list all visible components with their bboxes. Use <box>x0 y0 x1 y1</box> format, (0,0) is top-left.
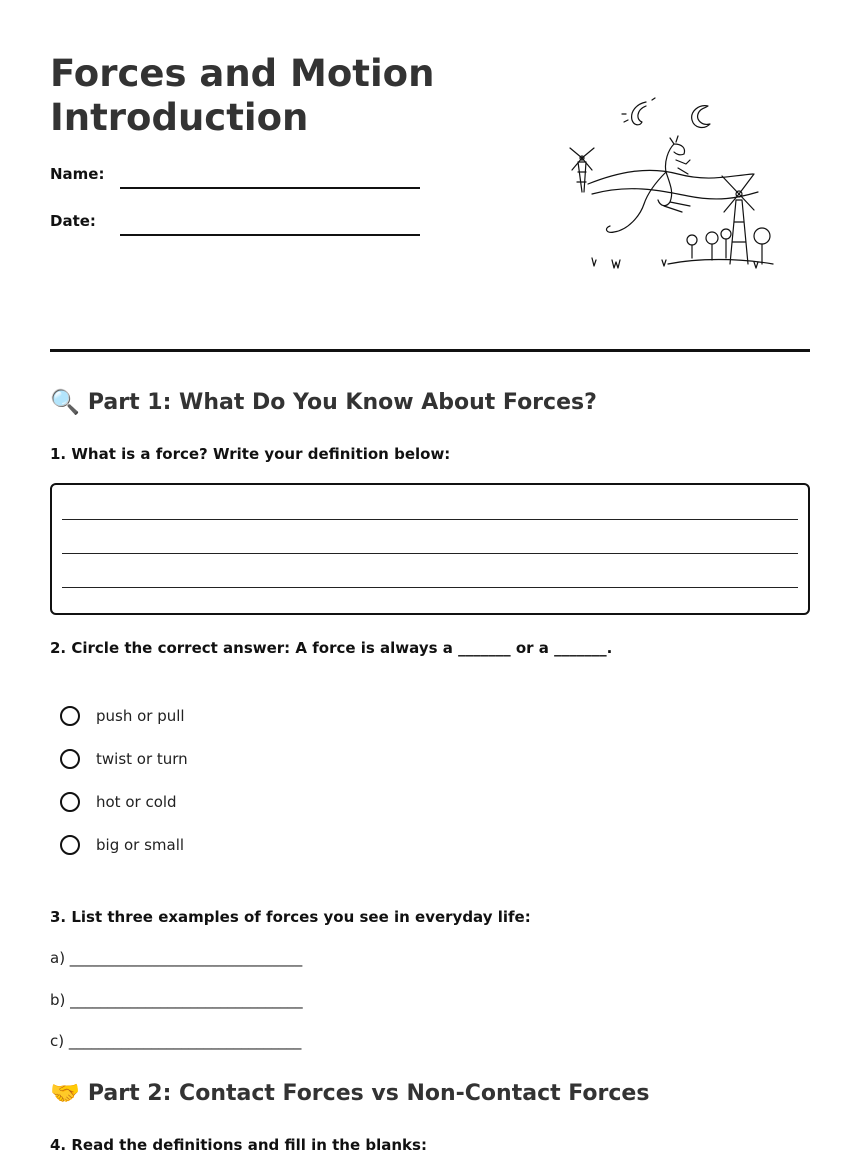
option-twist-or-turn[interactable] <box>60 749 188 769</box>
radio-circle[interactable] <box>60 706 80 726</box>
definition-answer-box[interactable] <box>50 483 810 615</box>
kangaroo-windmill-illustration <box>558 92 778 274</box>
radio-circle[interactable] <box>60 835 80 855</box>
section-divider <box>50 349 810 352</box>
part2-heading <box>50 1079 649 1107</box>
radio-circle[interactable] <box>60 792 80 812</box>
example-answer-b[interactable]: b) _______________________________ <box>50 991 303 1009</box>
option-hot-or-cold[interactable] <box>60 792 177 812</box>
answer-line <box>62 587 798 588</box>
handshake-icon: 🤝 <box>50 1079 80 1107</box>
option-label: hot or cold <box>96 793 177 811</box>
magnifying-glass-icon: 🔍 <box>50 388 80 416</box>
question-3: 3. List three examples of forces you see in everyday life: <box>50 908 531 926</box>
option-label: twist or turn <box>96 750 188 768</box>
question-2: 2. Circle the correct answer: A force is always a _______ or a _______. <box>50 639 613 657</box>
date-label: Date: <box>50 212 96 230</box>
date-field[interactable] <box>120 234 420 236</box>
name-field[interactable] <box>120 187 420 189</box>
answer-line <box>62 519 798 520</box>
example-answer-a[interactable]: a) _______________________________ <box>50 949 303 967</box>
part2-heading-text: Part 2: Contact Forces vs Non-Contact Forces <box>87 1080 650 1106</box>
worksheet-title <box>50 52 434 140</box>
answer-line <box>62 553 798 554</box>
option-label: push or pull <box>96 707 185 725</box>
question-1: 1. What is a force? Write your definition below: <box>50 445 451 463</box>
option-label: big or small <box>96 836 185 854</box>
question-4: 4. Read the definitions and fill in the blanks: <box>50 1136 427 1154</box>
name-label: Name: <box>50 165 105 183</box>
radio-circle[interactable] <box>60 749 80 769</box>
part1-heading <box>50 388 597 416</box>
title-line-1: Forces and Motion <box>50 52 435 95</box>
title-line-2: Introduction <box>50 96 309 139</box>
option-push-or-pull[interactable] <box>60 706 185 726</box>
example-answer-c[interactable]: c) _______________________________ <box>50 1032 302 1050</box>
part1-heading-text: Part 1: What Do You Know About Forces? <box>87 389 597 415</box>
option-big-or-small[interactable] <box>60 835 184 855</box>
